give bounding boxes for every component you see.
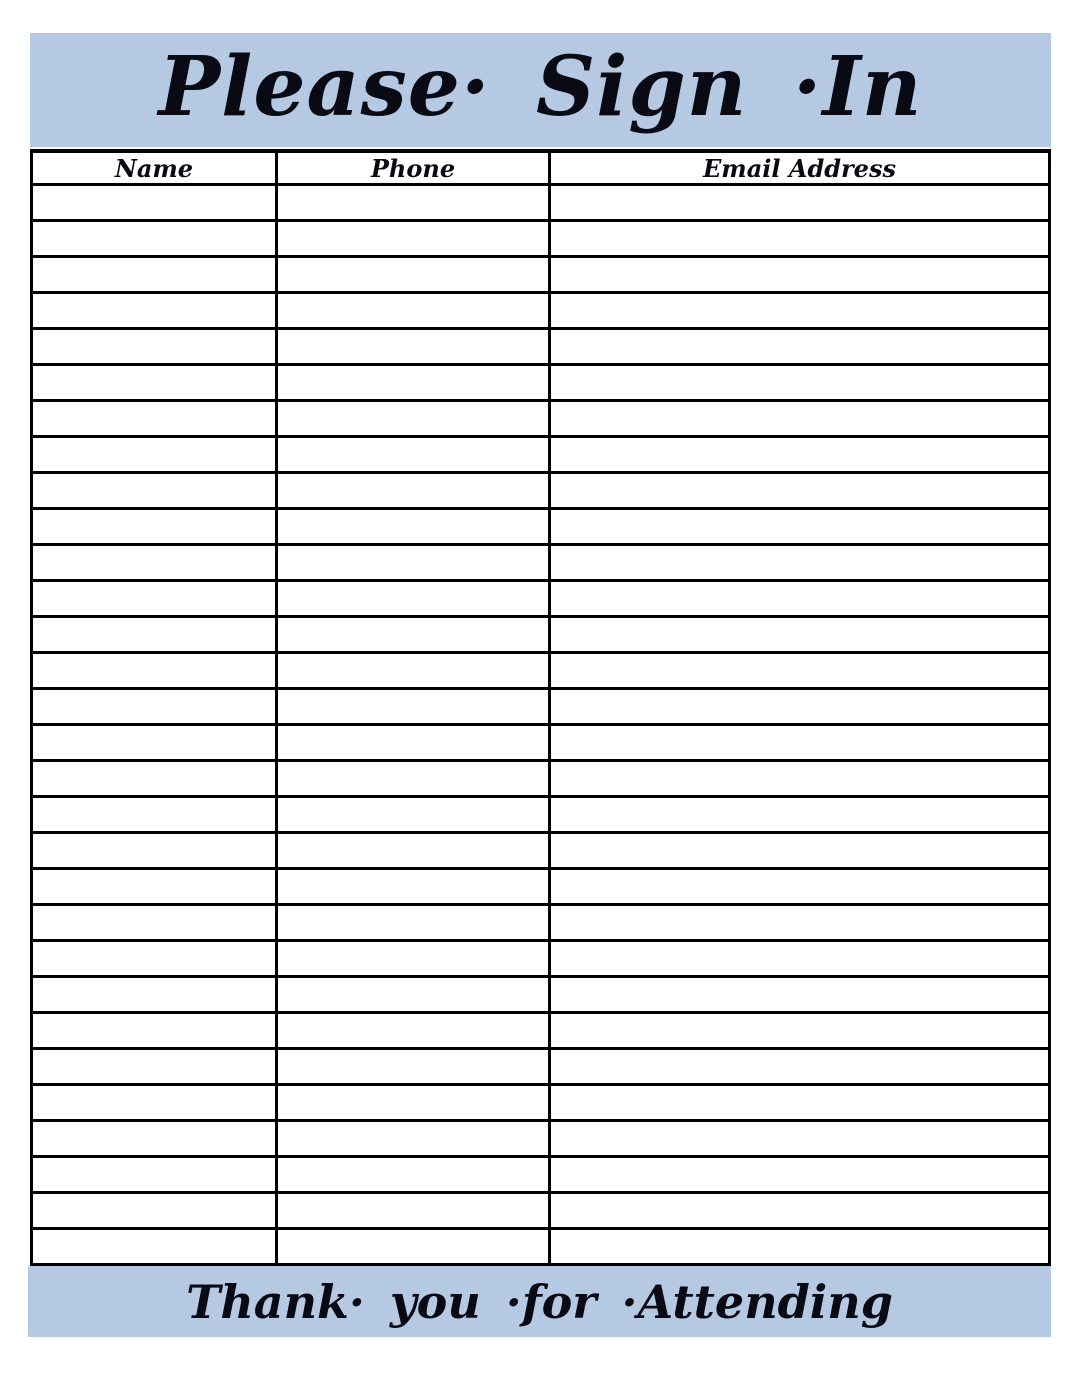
sign-in-cell	[33, 366, 278, 402]
table-row	[33, 1194, 1051, 1230]
sign-in-cell	[33, 762, 278, 798]
sign-in-cell	[33, 834, 278, 870]
sign-in-cell	[278, 438, 551, 474]
sign-in-cell	[33, 186, 278, 222]
sign-in-cell	[278, 690, 551, 726]
table-row	[33, 186, 1051, 222]
sign-in-cell	[278, 798, 551, 834]
table-row	[33, 1050, 1051, 1086]
sign-in-cell	[33, 726, 278, 762]
sign-in-cell	[551, 510, 1051, 546]
sign-in-cell	[551, 906, 1051, 942]
sign-in-cell	[33, 1158, 278, 1194]
sign-in-table	[30, 149, 1051, 1266]
sign-in-cell	[33, 438, 278, 474]
table-row	[33, 690, 1051, 726]
sign-in-cell	[278, 762, 551, 798]
table-row	[33, 258, 1051, 294]
sign-in-cell	[33, 1050, 278, 1086]
sign-in-cell	[551, 618, 1051, 654]
sign-in-cell	[278, 1194, 551, 1230]
sign-in-cell	[551, 186, 1051, 222]
sign-in-cell	[551, 546, 1051, 582]
table-row	[33, 1014, 1051, 1050]
sign-in-cell	[278, 1122, 551, 1158]
table-row	[33, 834, 1051, 870]
table-row	[33, 222, 1051, 258]
sign-in-cell	[551, 654, 1051, 690]
sign-in-cell	[551, 834, 1051, 870]
table-row	[33, 510, 1051, 546]
sign-in-cell	[33, 402, 278, 438]
sign-in-cell	[278, 1158, 551, 1194]
sign-in-cell	[278, 618, 551, 654]
sign-in-cell	[278, 222, 551, 258]
table-row	[33, 582, 1051, 618]
table-row	[33, 402, 1051, 438]
sign-in-cell	[551, 978, 1051, 1014]
sign-in-cell	[278, 726, 551, 762]
sign-in-cell	[551, 726, 1051, 762]
table-row	[33, 726, 1051, 762]
sign-in-cell	[33, 798, 278, 834]
sign-in-cell	[278, 546, 551, 582]
sign-in-cell	[278, 978, 551, 1014]
sign-in-cell	[278, 294, 551, 330]
sign-in-cell	[551, 438, 1051, 474]
page-title: Please· Sign ·In	[158, 39, 923, 135]
sign-in-cell	[33, 618, 278, 654]
header-banner	[30, 33, 1051, 147]
sign-in-cell	[551, 798, 1051, 834]
table-row	[33, 546, 1051, 582]
sign-in-cell	[33, 510, 278, 546]
sign-in-cell	[33, 1014, 278, 1050]
table-row	[33, 438, 1051, 474]
table-row	[33, 294, 1051, 330]
table-row	[33, 474, 1051, 510]
sign-in-cell	[278, 654, 551, 690]
sign-in-cell	[33, 690, 278, 726]
table-row	[33, 1230, 1051, 1266]
sign-in-cell	[33, 546, 278, 582]
table-row	[33, 1086, 1051, 1122]
sign-in-cell	[33, 222, 278, 258]
table-row	[33, 942, 1051, 978]
sign-in-cell	[551, 582, 1051, 618]
sign-in-cell	[33, 942, 278, 978]
sign-in-cell	[278, 582, 551, 618]
table-row	[33, 330, 1051, 366]
sign-in-cell	[33, 870, 278, 906]
table-row	[33, 1158, 1051, 1194]
sign-in-cell	[551, 1122, 1051, 1158]
sign-in-cell	[33, 978, 278, 1014]
sign-in-cell	[278, 906, 551, 942]
sign-in-cell	[551, 1050, 1051, 1086]
table-row	[33, 762, 1051, 798]
column-header-name: Name	[33, 153, 278, 186]
sign-in-cell	[33, 906, 278, 942]
sign-in-cell	[551, 942, 1051, 978]
table-row	[33, 870, 1051, 906]
sign-in-cell	[551, 402, 1051, 438]
sign-in-cell	[278, 186, 551, 222]
sign-in-cell	[551, 1014, 1051, 1050]
footer-message: Thank· you ·for ·Attending	[186, 1274, 893, 1329]
column-header-email-address: Email Address	[551, 153, 1051, 186]
sign-in-cell	[33, 582, 278, 618]
sign-in-cell	[33, 258, 278, 294]
sign-in-cell	[551, 1230, 1051, 1266]
table-row	[33, 978, 1051, 1014]
sign-in-cell	[278, 870, 551, 906]
sign-in-cell	[33, 294, 278, 330]
sign-in-cell	[278, 1014, 551, 1050]
column-header-phone: Phone	[278, 153, 551, 186]
table-row	[33, 618, 1051, 654]
sign-in-cell	[278, 1086, 551, 1122]
sign-in-cell	[551, 330, 1051, 366]
sign-in-cell	[551, 1086, 1051, 1122]
sign-in-cell	[33, 1086, 278, 1122]
sign-in-cell	[278, 834, 551, 870]
sign-in-cell	[33, 474, 278, 510]
sign-in-cell	[551, 1158, 1051, 1194]
sign-in-cell	[33, 1230, 278, 1266]
sign-in-cell	[278, 402, 551, 438]
sign-in-cell	[551, 258, 1051, 294]
table-row	[33, 654, 1051, 690]
table-row	[33, 798, 1051, 834]
sign-in-cell	[278, 330, 551, 366]
sign-in-cell	[551, 762, 1051, 798]
table-body	[33, 186, 1051, 1266]
sign-in-cell	[278, 510, 551, 546]
sign-in-cell	[278, 474, 551, 510]
table-header	[33, 153, 1051, 186]
sign-in-cell	[278, 258, 551, 294]
sign-in-cell	[551, 690, 1051, 726]
sign-in-cell	[278, 1230, 551, 1266]
sign-in-cell	[33, 654, 278, 690]
sign-in-cell	[551, 1194, 1051, 1230]
table-row	[33, 366, 1051, 402]
sign-in-cell	[551, 366, 1051, 402]
footer-banner	[28, 1266, 1051, 1337]
sign-in-cell	[551, 294, 1051, 330]
table-row	[33, 906, 1051, 942]
table-header-row	[33, 153, 1051, 186]
sign-in-cell	[551, 870, 1051, 906]
sign-in-cell	[551, 222, 1051, 258]
sign-in-cell	[278, 942, 551, 978]
sign-in-cell	[33, 1122, 278, 1158]
sign-in-cell	[278, 366, 551, 402]
table-row	[33, 1122, 1051, 1158]
sign-in-cell	[33, 1194, 278, 1230]
sign-in-cell	[551, 474, 1051, 510]
sign-in-cell	[278, 1050, 551, 1086]
sign-in-cell	[33, 330, 278, 366]
